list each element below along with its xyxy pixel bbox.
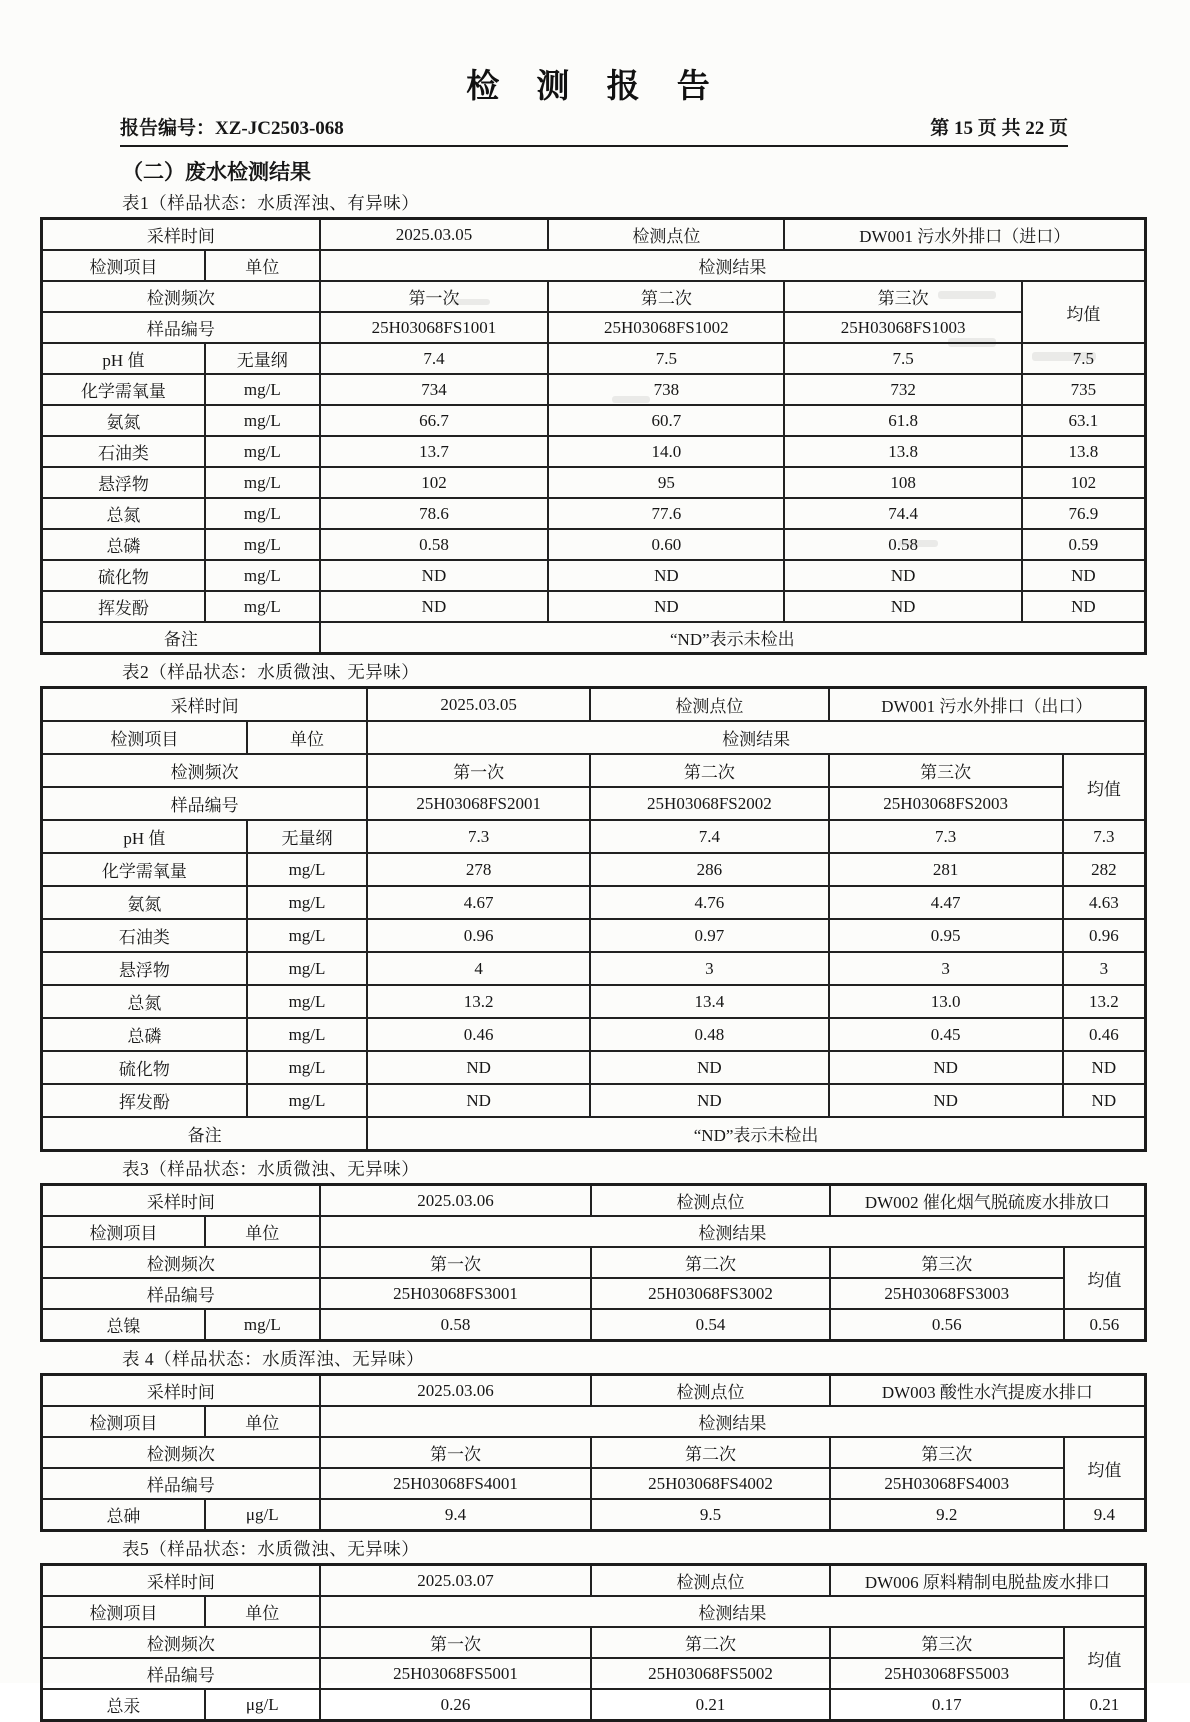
table-block: [40, 1536, 1147, 1722]
table-row: [42, 952, 1146, 985]
result-value: 9.2: [830, 1499, 1064, 1531]
result-value: 281: [829, 853, 1063, 886]
table-row: [42, 1689, 1146, 1721]
monitoring-point-label: 检测点位: [591, 1375, 829, 1407]
table-row: [42, 1468, 1146, 1499]
result-value: 9.5: [591, 1499, 829, 1531]
table-caption: 表2（样品状态：水质微浊、无异味）: [122, 662, 420, 682]
test-item-label: 检测项目: [42, 721, 247, 754]
result-value: 0.45: [829, 1018, 1063, 1051]
result-value: 0.96: [367, 919, 590, 952]
sampling-date: 2025.03.05: [367, 688, 590, 722]
sample-id: 25H03068FS3001: [320, 1278, 592, 1309]
result-value: 77.6: [548, 498, 784, 529]
first-label: 第一次: [320, 281, 549, 312]
table-row: [42, 312, 1146, 343]
table-row: [42, 919, 1146, 952]
param-unit: mg/L: [205, 591, 320, 622]
param-name: 总砷: [42, 1499, 205, 1531]
page-header: [120, 113, 1068, 147]
average-value: 3: [1063, 952, 1146, 985]
results-table: [40, 1183, 1147, 1342]
unit-label: 单位: [205, 1216, 320, 1247]
sample-id: 25H03068FS1001: [320, 312, 549, 343]
monitoring-point-value: DW003 酸性水汽提废水排口: [830, 1375, 1146, 1407]
sample-no-label: 样品编号: [42, 312, 320, 343]
param-unit: mg/L: [205, 405, 320, 436]
remark-label: 备注: [42, 1117, 368, 1151]
sampling-date: 2025.03.07: [320, 1565, 592, 1597]
table-row: [42, 1278, 1146, 1309]
average-value: 63.1: [1022, 405, 1146, 436]
table-block: [40, 1346, 1147, 1532]
param-unit: mg/L: [247, 1018, 367, 1051]
result-value: 4.76: [590, 886, 828, 919]
average-value: 9.4: [1064, 1499, 1146, 1531]
table-row: [42, 985, 1146, 1018]
section-heading: （二）废水检测结果: [122, 161, 311, 184]
result-value: ND: [320, 591, 549, 622]
monitoring-point-value: DW002 催化烟气脱硫废水排放口: [830, 1185, 1146, 1217]
sample-id: 25H03068FS5003: [830, 1658, 1064, 1689]
table-row: [42, 754, 1146, 787]
result-value: 61.8: [784, 405, 1021, 436]
document-title: 检 测 报 告: [466, 67, 724, 104]
result-value: ND: [784, 560, 1021, 591]
monitoring-point-label: 检测点位: [548, 219, 784, 251]
first-label: 第一次: [320, 1627, 592, 1658]
result-value: ND: [590, 1051, 828, 1084]
third-label: 第三次: [829, 754, 1063, 787]
param-name: 总磷: [42, 1018, 247, 1051]
average-value: 76.9: [1022, 498, 1146, 529]
average-value: 0.56: [1064, 1309, 1146, 1341]
test-result-label: 检测结果: [367, 721, 1145, 754]
param-name: 总氮: [42, 985, 247, 1018]
frequency-label: 检测频次: [42, 754, 368, 787]
monitoring-point-label: 检测点位: [591, 1185, 829, 1217]
frequency-label: 检测频次: [42, 1627, 320, 1658]
result-value: 13.7: [320, 436, 549, 467]
param-unit: 无量纲: [247, 820, 367, 853]
result-value: 0.97: [590, 919, 828, 952]
average-value: 4.63: [1063, 886, 1146, 919]
report-number: 报告编号：XZ-JC2503-068: [120, 118, 344, 139]
result-value: 3: [829, 952, 1063, 985]
test-result-label: 检测结果: [320, 1596, 1146, 1627]
result-value: 108: [784, 467, 1021, 498]
result-value: 0.17: [830, 1689, 1064, 1721]
unit-label: 单位: [247, 721, 367, 754]
param-unit: mg/L: [205, 436, 320, 467]
average-value: 282: [1063, 853, 1146, 886]
average-label: 均值: [1064, 1627, 1146, 1689]
unit-label: 单位: [205, 250, 320, 281]
remark-note: “ND”表示未检出: [320, 622, 1146, 654]
table-block: [40, 190, 1147, 655]
table-row: [42, 1309, 1146, 1341]
unit-label: 单位: [205, 1596, 320, 1627]
sample-no-label: 样品编号: [42, 1658, 320, 1689]
sample-no-label: 样品编号: [42, 1278, 320, 1309]
sample-id: 25H03068FS1002: [548, 312, 784, 343]
first-label: 第一次: [320, 1437, 592, 1468]
sampling-time-label: 采样时间: [42, 1565, 320, 1597]
table-block: [40, 1156, 1147, 1342]
table-row: [42, 560, 1146, 591]
average-value: 13.8: [1022, 436, 1146, 467]
test-item-label: 检测项目: [42, 1406, 205, 1437]
monitoring-point-value: DW006 原料精制电脱盐废水排口: [830, 1565, 1146, 1597]
table-row: [42, 343, 1146, 374]
unit-label: 单位: [205, 1406, 320, 1437]
first-label: 第一次: [320, 1247, 592, 1278]
test-item-label: 检测项目: [42, 250, 205, 281]
average-value: 0.96: [1063, 919, 1146, 952]
sample-id: 25H03068FS4003: [830, 1468, 1064, 1499]
result-value: 0.48: [590, 1018, 828, 1051]
result-value: 4.47: [829, 886, 1063, 919]
sampling-time-label: 采样时间: [42, 219, 320, 251]
result-value: ND: [590, 1084, 828, 1117]
average-value: 0.21: [1064, 1689, 1146, 1721]
table-row: [42, 886, 1146, 919]
tables-container: [40, 190, 1147, 1722]
test-result-label: 检测结果: [320, 1216, 1146, 1247]
average-value: 13.2: [1063, 985, 1146, 1018]
param-name: 化学需氧量: [42, 853, 247, 886]
sampling-time-label: 采样时间: [42, 1185, 320, 1217]
frequency-label: 检测频次: [42, 1437, 320, 1468]
result-value: 13.4: [590, 985, 828, 1018]
result-value: 14.0: [548, 436, 784, 467]
sampling-time-label: 采样时间: [42, 688, 368, 722]
second-label: 第二次: [548, 281, 784, 312]
average-label: 均值: [1064, 1247, 1146, 1309]
param-name: 化学需氧量: [42, 374, 205, 405]
test-item-label: 检测项目: [42, 1596, 205, 1627]
param-name: 氨氮: [42, 886, 247, 919]
table-row: [42, 1084, 1146, 1117]
sample-id: 25H03068FS2002: [590, 787, 828, 820]
result-value: ND: [367, 1084, 590, 1117]
param-unit: mg/L: [205, 1309, 320, 1341]
result-value: 0.58: [320, 1309, 592, 1341]
result-value: 732: [784, 374, 1021, 405]
table-row: [42, 1117, 1146, 1151]
param-name: 总汞: [42, 1689, 205, 1721]
result-value: 95: [548, 467, 784, 498]
sample-id: 25H03068FS3002: [591, 1278, 829, 1309]
param-unit: mg/L: [247, 1051, 367, 1084]
average-value: 0.59: [1022, 529, 1146, 560]
table-row: [42, 281, 1146, 312]
average-value: 7.3: [1063, 820, 1146, 853]
result-value: ND: [548, 591, 784, 622]
table-row: [42, 1185, 1146, 1217]
average-value: ND: [1063, 1084, 1146, 1117]
result-value: 734: [320, 374, 549, 405]
result-value: ND: [548, 560, 784, 591]
result-value: 0.54: [591, 1309, 829, 1341]
results-table: [40, 1373, 1147, 1532]
table-row: [42, 405, 1146, 436]
param-name: 悬浮物: [42, 952, 247, 985]
average-value: 7.5: [1022, 343, 1146, 374]
monitoring-point-label: 检测点位: [591, 1565, 829, 1597]
table-row: [42, 1596, 1146, 1627]
remark-note: “ND”表示未检出: [367, 1117, 1145, 1151]
result-value: 0.58: [784, 529, 1021, 560]
sample-id: 25H03068FS2003: [829, 787, 1063, 820]
result-value: 60.7: [548, 405, 784, 436]
param-name: 挥发酚: [42, 591, 205, 622]
results-table: [40, 1563, 1147, 1722]
result-value: ND: [320, 560, 549, 591]
param-unit: μg/L: [205, 1499, 320, 1531]
table-row: [42, 1051, 1146, 1084]
result-value: 7.4: [320, 343, 549, 374]
table-row: [42, 1565, 1146, 1597]
param-name: 硫化物: [42, 560, 205, 591]
table-row: [42, 1627, 1146, 1658]
result-value: 74.4: [784, 498, 1021, 529]
sampling-date: 2025.03.06: [320, 1185, 592, 1217]
param-name: 石油类: [42, 919, 247, 952]
result-value: 66.7: [320, 405, 549, 436]
sampling-time-label: 采样时间: [42, 1375, 320, 1407]
second-label: 第二次: [590, 754, 828, 787]
result-value: 7.3: [367, 820, 590, 853]
result-value: 0.56: [830, 1309, 1064, 1341]
sample-id: 25H03068FS4002: [591, 1468, 829, 1499]
param-unit: 无量纲: [205, 343, 320, 374]
third-label: 第三次: [830, 1627, 1064, 1658]
param-name: 硫化物: [42, 1051, 247, 1084]
remark-label: 备注: [42, 622, 320, 654]
result-value: 7.4: [590, 820, 828, 853]
result-value: 286: [590, 853, 828, 886]
sample-id: 25H03068FS2001: [367, 787, 590, 820]
sample-no-label: 样品编号: [42, 787, 368, 820]
table-row: [42, 853, 1146, 886]
param-unit: mg/L: [247, 886, 367, 919]
sampling-date: 2025.03.06: [320, 1375, 592, 1407]
param-name: 总镍: [42, 1309, 205, 1341]
result-value: 7.5: [548, 343, 784, 374]
param-unit: mg/L: [205, 560, 320, 591]
table-row: [42, 219, 1146, 251]
table-caption: 表5（样品状态：水质微浊、无异味）: [122, 1539, 420, 1559]
results-table: [40, 217, 1147, 655]
second-label: 第二次: [591, 1247, 829, 1278]
table-row: [42, 498, 1146, 529]
sample-id: 25H03068FS4001: [320, 1468, 592, 1499]
table-row: [42, 1437, 1146, 1468]
result-value: 0.95: [829, 919, 1063, 952]
third-label: 第三次: [784, 281, 1021, 312]
param-name: pH 值: [42, 820, 247, 853]
param-unit: mg/L: [247, 853, 367, 886]
table-row: [42, 1406, 1146, 1437]
table-row: [42, 529, 1146, 560]
third-label: 第三次: [830, 1247, 1064, 1278]
param-name: 悬浮物: [42, 467, 205, 498]
monitoring-point-value: DW001 污水外排口（进口）: [784, 219, 1145, 251]
result-value: 3: [590, 952, 828, 985]
average-label: 均值: [1063, 754, 1146, 820]
result-value: 13.8: [784, 436, 1021, 467]
param-name: 挥发酚: [42, 1084, 247, 1117]
second-label: 第二次: [591, 1627, 829, 1658]
monitoring-point-value: DW001 污水外排口（出口）: [829, 688, 1146, 722]
result-value: 0.26: [320, 1689, 592, 1721]
table-row: [42, 820, 1146, 853]
average-value: ND: [1063, 1051, 1146, 1084]
third-label: 第三次: [830, 1437, 1064, 1468]
table-row: [42, 1247, 1146, 1278]
param-name: 总氮: [42, 498, 205, 529]
second-label: 第二次: [591, 1437, 829, 1468]
param-unit: mg/L: [247, 919, 367, 952]
table-caption: 表 4（样品状态：水质浑浊、无异味）: [122, 1349, 425, 1369]
table-caption: 表1（样品状态：水质浑浊、有异味）: [122, 193, 420, 213]
sample-id: 25H03068FS5002: [591, 1658, 829, 1689]
average-value: 735: [1022, 374, 1146, 405]
result-value: ND: [367, 1051, 590, 1084]
param-unit: mg/L: [205, 374, 320, 405]
table-row: [42, 1216, 1146, 1247]
param-name: 总磷: [42, 529, 205, 560]
result-value: 738: [548, 374, 784, 405]
result-value: 0.46: [367, 1018, 590, 1051]
frequency-label: 检测频次: [42, 1247, 320, 1278]
result-value: ND: [829, 1051, 1063, 1084]
table-row: [42, 1018, 1146, 1051]
param-unit: mg/L: [247, 1084, 367, 1117]
result-value: 13.2: [367, 985, 590, 1018]
result-value: 0.60: [548, 529, 784, 560]
result-value: 102: [320, 467, 549, 498]
test-result-label: 检测结果: [320, 1406, 1146, 1437]
table-block: [40, 659, 1147, 1152]
sampling-date: 2025.03.05: [320, 219, 549, 251]
table-row: [42, 1499, 1146, 1531]
table-row: [42, 374, 1146, 405]
table-row: [42, 787, 1146, 820]
average-value: ND: [1022, 560, 1146, 591]
average-value: 102: [1022, 467, 1146, 498]
param-unit: μg/L: [205, 1689, 320, 1721]
table-row: [42, 688, 1146, 722]
table-row: [42, 721, 1146, 754]
result-value: 0.58: [320, 529, 549, 560]
first-label: 第一次: [367, 754, 590, 787]
param-name: pH 值: [42, 343, 205, 374]
param-unit: mg/L: [205, 529, 320, 560]
result-value: ND: [784, 591, 1021, 622]
table-row: [42, 250, 1146, 281]
result-value: 4.67: [367, 886, 590, 919]
table-row: [42, 1375, 1146, 1407]
table-caption: 表3（样品状态：水质微浊、无异味）: [122, 1159, 420, 1179]
result-value: 13.0: [829, 985, 1063, 1018]
param-name: 氨氮: [42, 405, 205, 436]
result-value: 7.3: [829, 820, 1063, 853]
test-result-label: 检测结果: [320, 250, 1146, 281]
table-row: [42, 1658, 1146, 1689]
results-table: [40, 686, 1147, 1152]
result-value: 9.4: [320, 1499, 592, 1531]
sample-no-label: 样品编号: [42, 1468, 320, 1499]
param-unit: mg/L: [247, 952, 367, 985]
average-label: 均值: [1064, 1437, 1146, 1499]
table-row: [42, 436, 1146, 467]
table-row: [42, 591, 1146, 622]
average-value: ND: [1022, 591, 1146, 622]
table-row: [42, 467, 1146, 498]
result-value: 0.21: [591, 1689, 829, 1721]
average-value: 0.46: [1063, 1018, 1146, 1051]
param-unit: mg/L: [205, 467, 320, 498]
result-value: 7.5: [784, 343, 1021, 374]
sample-id: 25H03068FS1003: [784, 312, 1021, 343]
average-label: 均值: [1022, 281, 1146, 343]
result-value: 278: [367, 853, 590, 886]
result-value: 4: [367, 952, 590, 985]
result-value: 78.6: [320, 498, 549, 529]
monitoring-point-label: 检测点位: [590, 688, 828, 722]
param-unit: mg/L: [205, 498, 320, 529]
result-value: ND: [829, 1084, 1063, 1117]
test-item-label: 检测项目: [42, 1216, 205, 1247]
sample-id: 25H03068FS3003: [830, 1278, 1064, 1309]
param-name: 石油类: [42, 436, 205, 467]
sample-id: 25H03068FS5001: [320, 1658, 592, 1689]
page-indicator: 第 15 页 共 22 页: [930, 118, 1068, 139]
param-unit: mg/L: [247, 985, 367, 1018]
frequency-label: 检测频次: [42, 281, 320, 312]
table-row: [42, 622, 1146, 654]
